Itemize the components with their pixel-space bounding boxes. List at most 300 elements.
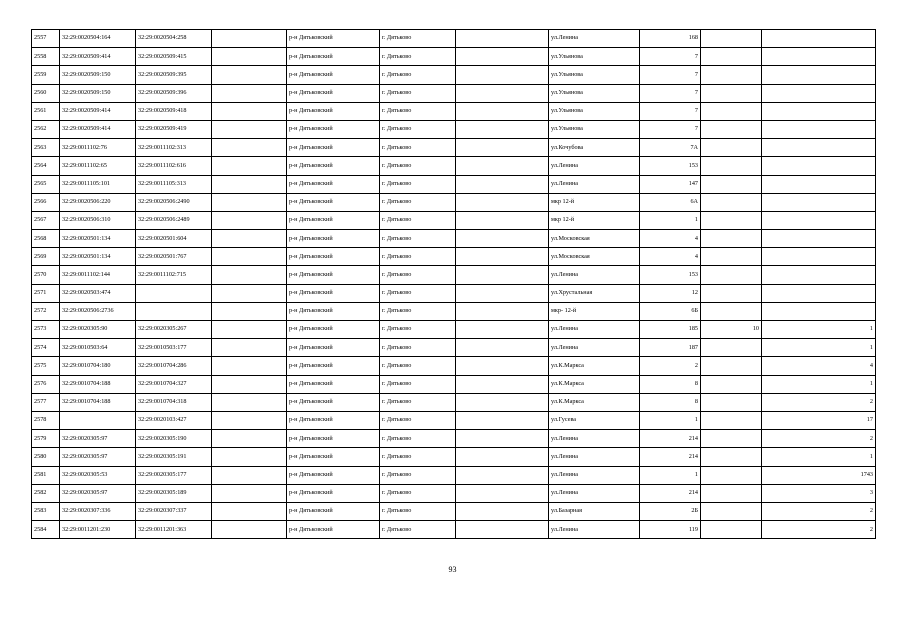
empty-cell	[456, 30, 549, 48]
row-number-cell: 2581	[32, 466, 60, 484]
extra-number-cell	[701, 211, 762, 229]
apartment-number-cell: 2	[762, 430, 876, 448]
street-cell: ул.Ленина	[549, 430, 640, 448]
street-cell: ул.К.Маркса	[549, 375, 640, 393]
cadastral-number-object-cell: 32:29:0020305:191	[136, 448, 212, 466]
city-cell: г. Дятьково	[380, 339, 456, 357]
table-row	[32, 193, 876, 211]
district-cell: р-н Дятьковский	[287, 66, 380, 84]
empty-cell	[456, 157, 549, 175]
cadastral-number-cell: 32:29:0020305:53	[60, 466, 136, 484]
apartment-number-cell	[762, 193, 876, 211]
table-row	[32, 339, 876, 357]
empty-cell	[456, 66, 549, 84]
empty-cell	[212, 484, 287, 502]
house-number-cell: 8	[640, 375, 701, 393]
extra-number-cell	[701, 484, 762, 502]
row-number-cell: 2569	[32, 248, 60, 266]
extra-number-cell	[701, 502, 762, 520]
apartment-number-cell	[762, 48, 876, 66]
city-cell: г. Дятьково	[380, 175, 456, 193]
district-cell: р-н Дятьковский	[287, 502, 380, 520]
cadastral-number-cell: 32:29:0011105:101	[60, 175, 136, 193]
empty-cell	[456, 102, 549, 120]
table-row	[32, 120, 876, 138]
cadastral-number-cell: 32:29:0020506:310	[60, 211, 136, 229]
city-cell: г. Дятьково	[380, 120, 456, 138]
city-cell: г. Дятьково	[380, 48, 456, 66]
street-cell: ул.К.Маркса	[549, 393, 640, 411]
city-cell: г. Дятьково	[380, 448, 456, 466]
row-number-cell: 2567	[32, 211, 60, 229]
apartment-number-cell: 1	[762, 321, 876, 339]
empty-cell	[456, 521, 549, 539]
empty-cell	[212, 48, 287, 66]
house-number-cell: 7	[640, 66, 701, 84]
row-number-cell: 2559	[32, 66, 60, 84]
extra-number-cell	[701, 375, 762, 393]
street-cell: ул.К.Маркса	[549, 357, 640, 375]
city-cell: г. Дятьково	[380, 393, 456, 411]
extra-number-cell	[701, 139, 762, 157]
district-cell: р-н Дятьковский	[287, 321, 380, 339]
district-cell: р-н Дятьковский	[287, 48, 380, 66]
table-row	[32, 230, 876, 248]
cadastral-number-object-cell: 32:29:0010704:327	[136, 375, 212, 393]
extra-number-cell: 10	[701, 321, 762, 339]
house-number-cell: 8	[640, 393, 701, 411]
street-cell: ул.Московская	[549, 248, 640, 266]
city-cell: г. Дятьково	[380, 411, 456, 429]
table-row	[32, 466, 876, 484]
street-cell: ул.Гусева	[549, 411, 640, 429]
house-number-cell: 187	[640, 339, 701, 357]
extra-number-cell	[701, 30, 762, 48]
cadastral-number-cell: 32:29:0020503:474	[60, 284, 136, 302]
cadastral-number-object-cell: 32:29:0020307:337	[136, 502, 212, 520]
empty-cell	[456, 430, 549, 448]
district-cell: р-н Дятьковский	[287, 411, 380, 429]
district-cell: р-н Дятьковский	[287, 120, 380, 138]
cadastral-number-cell: 32:29:0020305:97	[60, 484, 136, 502]
cadastral-number-object-cell: 32:29:0010704:318	[136, 393, 212, 411]
city-cell: г. Дятьково	[380, 230, 456, 248]
city-cell: г. Дятьково	[380, 211, 456, 229]
cadastral-number-object-cell: 32:29:0020509:415	[136, 48, 212, 66]
cadastral-number-object-cell: 32:29:0011201:363	[136, 521, 212, 539]
house-number-cell: 119	[640, 521, 701, 539]
street-cell: ул.Ульянова	[549, 120, 640, 138]
row-number-cell: 2561	[32, 102, 60, 120]
cadastral-number-object-cell: 32:29:0020305:190	[136, 430, 212, 448]
extra-number-cell	[701, 66, 762, 84]
city-cell: г. Дятьково	[380, 139, 456, 157]
apartment-number-cell: 1	[762, 339, 876, 357]
cadastral-number-cell: 32:29:0020506:2736	[60, 302, 136, 320]
cadastral-number-object-cell: 32:29:0020509:395	[136, 66, 212, 84]
empty-cell	[212, 102, 287, 120]
empty-cell	[456, 139, 549, 157]
empty-cell	[212, 230, 287, 248]
city-cell: г. Дятьково	[380, 266, 456, 284]
table-row	[32, 521, 876, 539]
row-number-cell: 2560	[32, 84, 60, 102]
apartment-number-cell: 3	[762, 484, 876, 502]
house-number-cell: 1	[640, 466, 701, 484]
row-number-cell: 2575	[32, 357, 60, 375]
cadastral-number-object-cell	[136, 284, 212, 302]
empty-cell	[212, 521, 287, 539]
cadastral-number-cell: 32:29:0020509:414	[60, 120, 136, 138]
empty-cell	[212, 30, 287, 48]
row-number-cell: 2576	[32, 375, 60, 393]
empty-cell	[456, 193, 549, 211]
empty-cell	[456, 84, 549, 102]
empty-cell	[456, 175, 549, 193]
city-cell: г. Дятьково	[380, 102, 456, 120]
table-row	[32, 393, 876, 411]
cadastral-number-object-cell: 32:29:0020509:418	[136, 102, 212, 120]
empty-cell	[456, 357, 549, 375]
city-cell: г. Дятьково	[380, 66, 456, 84]
extra-number-cell	[701, 120, 762, 138]
row-number-cell: 2570	[32, 266, 60, 284]
house-number-cell: 7	[640, 102, 701, 120]
city-cell: г. Дятьково	[380, 193, 456, 211]
row-number-cell: 2566	[32, 193, 60, 211]
table-row	[32, 30, 876, 48]
table-row	[32, 448, 876, 466]
empty-cell	[212, 321, 287, 339]
table-row	[32, 102, 876, 120]
house-number-cell: 7	[640, 48, 701, 66]
district-cell: р-н Дятьковский	[287, 248, 380, 266]
empty-cell	[212, 448, 287, 466]
table-row	[32, 357, 876, 375]
empty-cell	[212, 139, 287, 157]
table-row	[32, 175, 876, 193]
empty-cell	[456, 484, 549, 502]
city-cell: г. Дятьково	[380, 466, 456, 484]
street-cell: ул.Московская	[549, 230, 640, 248]
table-row	[32, 66, 876, 84]
district-cell: р-н Дятьковский	[287, 102, 380, 120]
row-number-cell: 2579	[32, 430, 60, 448]
extra-number-cell	[701, 284, 762, 302]
apartment-number-cell	[762, 302, 876, 320]
apartment-number-cell	[762, 211, 876, 229]
cadastral-number-object-cell: 32:29:0011105:313	[136, 175, 212, 193]
apartment-number-cell	[762, 102, 876, 120]
house-number-cell: 4	[640, 230, 701, 248]
extra-number-cell	[701, 248, 762, 266]
empty-cell	[212, 375, 287, 393]
house-number-cell: 6А	[640, 193, 701, 211]
extra-number-cell	[701, 339, 762, 357]
house-number-cell: 168	[640, 30, 701, 48]
district-cell: р-н Дятьковский	[287, 157, 380, 175]
row-number-cell: 2583	[32, 502, 60, 520]
cadastral-number-object-cell: 32:29:0010503:177	[136, 339, 212, 357]
city-cell: г. Дятьково	[380, 375, 456, 393]
city-cell: г. Дятьково	[380, 157, 456, 175]
table-row	[32, 375, 876, 393]
row-number-cell: 2577	[32, 393, 60, 411]
apartment-number-cell: 2	[762, 393, 876, 411]
cadastral-number-object-cell: 32:29:0011102:715	[136, 266, 212, 284]
house-number-cell: 4	[640, 248, 701, 266]
cadastral-number-cell: 32:29:0020509:414	[60, 102, 136, 120]
district-cell: р-н Дятьковский	[287, 139, 380, 157]
house-number-cell: 6Б	[640, 302, 701, 320]
cadastral-number-object-cell: 32:29:0020506:2490	[136, 193, 212, 211]
apartment-number-cell	[762, 230, 876, 248]
empty-cell	[212, 211, 287, 229]
house-number-cell: 2Б	[640, 502, 701, 520]
street-cell: ул.Кочубова	[549, 139, 640, 157]
row-number-cell: 2563	[32, 139, 60, 157]
house-number-cell: 153	[640, 157, 701, 175]
empty-cell	[456, 48, 549, 66]
cadastral-number-cell: 32:29:0011102:76	[60, 139, 136, 157]
city-cell: г. Дятьково	[380, 502, 456, 520]
street-cell: ул.Ленина	[549, 466, 640, 484]
table-row	[32, 266, 876, 284]
apartment-number-cell: 2	[762, 521, 876, 539]
apartment-number-cell: 1	[762, 448, 876, 466]
cadastral-number-cell: 32:29:0020305:97	[60, 430, 136, 448]
empty-cell	[212, 84, 287, 102]
street-cell: ул.Ленина	[549, 175, 640, 193]
district-cell: р-н Дятьковский	[287, 302, 380, 320]
cadastral-number-cell: 32:29:0010503:64	[60, 339, 136, 357]
city-cell: г. Дятьково	[380, 248, 456, 266]
house-number-cell: 2	[640, 357, 701, 375]
apartment-number-cell	[762, 30, 876, 48]
table-row	[32, 321, 876, 339]
empty-cell	[456, 230, 549, 248]
cadastral-number-cell: 32:29:0011201:230	[60, 521, 136, 539]
apartment-number-cell: 2	[762, 502, 876, 520]
apartment-number-cell: 1	[762, 375, 876, 393]
empty-cell	[212, 157, 287, 175]
extra-number-cell	[701, 393, 762, 411]
city-cell: г. Дятьково	[380, 430, 456, 448]
city-cell: г. Дятьково	[380, 302, 456, 320]
cadastral-number-cell: 32:29:0020305:90	[60, 321, 136, 339]
page-number: 93	[448, 565, 457, 574]
empty-cell	[212, 175, 287, 193]
cadastral-number-object-cell: 32:29:0020504:258	[136, 30, 212, 48]
district-cell: р-н Дятьковский	[287, 266, 380, 284]
empty-cell	[456, 321, 549, 339]
cadastral-number-object-cell: 32:29:0020509:419	[136, 120, 212, 138]
cadastral-number-object-cell: 32:29:0011102:313	[136, 139, 212, 157]
cadastral-number-cell: 32:29:0011102:65	[60, 157, 136, 175]
cadastral-number-object-cell: 32:29:0020305:189	[136, 484, 212, 502]
table-row	[32, 502, 876, 520]
extra-number-cell	[701, 411, 762, 429]
cadastral-number-cell: 32:29:0020501:134	[60, 248, 136, 266]
district-cell: р-н Дятьковский	[287, 230, 380, 248]
cadastral-number-cell: 32:29:0010704:188	[60, 375, 136, 393]
apartment-number-cell: 17	[762, 411, 876, 429]
table-row	[32, 248, 876, 266]
extra-number-cell	[701, 157, 762, 175]
house-number-cell: 147	[640, 175, 701, 193]
cadastral-number-cell: 32:29:0010704:180	[60, 357, 136, 375]
row-number-cell: 2568	[32, 230, 60, 248]
empty-cell	[456, 120, 549, 138]
row-number-cell: 2578	[32, 411, 60, 429]
district-cell: р-н Дятьковский	[287, 175, 380, 193]
street-cell: ул.Ленина	[549, 448, 640, 466]
cadastral-number-object-cell: 32:29:0020501:604	[136, 230, 212, 248]
row-number-cell: 2584	[32, 521, 60, 539]
empty-cell	[212, 248, 287, 266]
apartment-number-cell	[762, 248, 876, 266]
apartment-number-cell: 1743	[762, 466, 876, 484]
empty-cell	[456, 448, 549, 466]
extra-number-cell	[701, 357, 762, 375]
table-row	[32, 84, 876, 102]
apartment-number-cell	[762, 175, 876, 193]
row-number-cell: 2573	[32, 321, 60, 339]
street-cell: ул.Ульянова	[549, 102, 640, 120]
apartment-number-cell	[762, 266, 876, 284]
extra-number-cell	[701, 521, 762, 539]
district-cell: р-н Дятьковский	[287, 284, 380, 302]
table-row	[32, 430, 876, 448]
cadastral-number-cell: 32:29:0011102:144	[60, 266, 136, 284]
street-cell: ул.Ульянова	[549, 66, 640, 84]
district-cell: р-н Дятьковский	[287, 357, 380, 375]
extra-number-cell	[701, 84, 762, 102]
cadastral-number-object-cell: 32:29:0020305:267	[136, 321, 212, 339]
table-row	[32, 411, 876, 429]
table-row	[32, 284, 876, 302]
extra-number-cell	[701, 102, 762, 120]
house-number-cell: 12	[640, 284, 701, 302]
district-cell: р-н Дятьковский	[287, 484, 380, 502]
empty-cell	[212, 302, 287, 320]
apartment-number-cell	[762, 284, 876, 302]
street-cell: ул.Ульянова	[549, 48, 640, 66]
city-cell: г. Дятьково	[380, 357, 456, 375]
extra-number-cell	[701, 48, 762, 66]
empty-cell	[456, 266, 549, 284]
extra-number-cell	[701, 302, 762, 320]
empty-cell	[456, 393, 549, 411]
cadastral-number-cell: 32:29:0020506:220	[60, 193, 136, 211]
extra-number-cell	[701, 266, 762, 284]
district-cell: р-н Дятьковский	[287, 393, 380, 411]
apartment-number-cell: 4	[762, 357, 876, 375]
empty-cell	[212, 430, 287, 448]
empty-cell	[212, 193, 287, 211]
apartment-number-cell	[762, 120, 876, 138]
house-number-cell: 7А	[640, 139, 701, 157]
extra-number-cell	[701, 448, 762, 466]
row-number-cell: 2565	[32, 175, 60, 193]
table-row	[32, 211, 876, 229]
empty-cell	[456, 284, 549, 302]
extra-number-cell	[701, 175, 762, 193]
row-number-cell: 2557	[32, 30, 60, 48]
extra-number-cell	[701, 230, 762, 248]
apartment-number-cell	[762, 139, 876, 157]
extra-number-cell	[701, 430, 762, 448]
house-number-cell: 1	[640, 211, 701, 229]
street-cell: ул.Ленина	[549, 484, 640, 502]
row-number-cell: 2572	[32, 302, 60, 320]
cadastral-number-object-cell: 32:29:0011102:616	[136, 157, 212, 175]
row-number-cell: 2580	[32, 448, 60, 466]
empty-cell	[212, 339, 287, 357]
empty-cell	[212, 411, 287, 429]
table-row	[32, 48, 876, 66]
empty-cell	[212, 357, 287, 375]
empty-cell	[212, 502, 287, 520]
empty-cell	[212, 466, 287, 484]
district-cell: р-н Дятьковский	[287, 375, 380, 393]
cadastral-number-object-cell: 32:29:0020509:396	[136, 84, 212, 102]
row-number-cell: 2564	[32, 157, 60, 175]
row-number-cell: 2571	[32, 284, 60, 302]
extra-number-cell	[701, 193, 762, 211]
street-cell: ул.Ленина	[549, 339, 640, 357]
cadastral-number-object-cell: 32:29:0020305:177	[136, 466, 212, 484]
empty-cell	[212, 284, 287, 302]
house-number-cell: 185	[640, 321, 701, 339]
city-cell: г. Дятьково	[380, 321, 456, 339]
house-number-cell: 214	[640, 484, 701, 502]
row-number-cell: 2558	[32, 48, 60, 66]
district-cell: р-н Дятьковский	[287, 193, 380, 211]
empty-cell	[456, 211, 549, 229]
row-number-cell: 2582	[32, 484, 60, 502]
street-cell: ул.Базарная	[549, 502, 640, 520]
cadastral-number-object-cell: 32:29:0020501:767	[136, 248, 212, 266]
empty-cell	[456, 411, 549, 429]
house-number-cell: 7	[640, 120, 701, 138]
table-row	[32, 157, 876, 175]
empty-cell	[456, 502, 549, 520]
cadastral-number-cell: 32:29:0010704:188	[60, 393, 136, 411]
street-cell: ул.Ленина	[549, 157, 640, 175]
city-cell: г. Дятьково	[380, 284, 456, 302]
district-cell: р-н Дятьковский	[287, 521, 380, 539]
empty-cell	[456, 375, 549, 393]
district-cell: р-н Дятьковский	[287, 430, 380, 448]
street-cell: ул.Ленина	[549, 521, 640, 539]
cadastral-number-cell: 32:29:0020509:414	[60, 48, 136, 66]
district-cell: р-н Дятьковский	[287, 466, 380, 484]
empty-cell	[456, 466, 549, 484]
row-number-cell: 2562	[32, 120, 60, 138]
empty-cell	[212, 266, 287, 284]
row-number-cell: 2574	[32, 339, 60, 357]
empty-cell	[456, 248, 549, 266]
district-cell: р-н Дятьковский	[287, 448, 380, 466]
district-cell: р-н Дятьковский	[287, 339, 380, 357]
empty-cell	[212, 393, 287, 411]
cadastral-number-object-cell	[136, 302, 212, 320]
street-cell: ул.Ленина	[549, 30, 640, 48]
house-number-cell: 214	[640, 430, 701, 448]
cadastral-number-cell: 32:29:0020509:150	[60, 66, 136, 84]
empty-cell	[212, 120, 287, 138]
